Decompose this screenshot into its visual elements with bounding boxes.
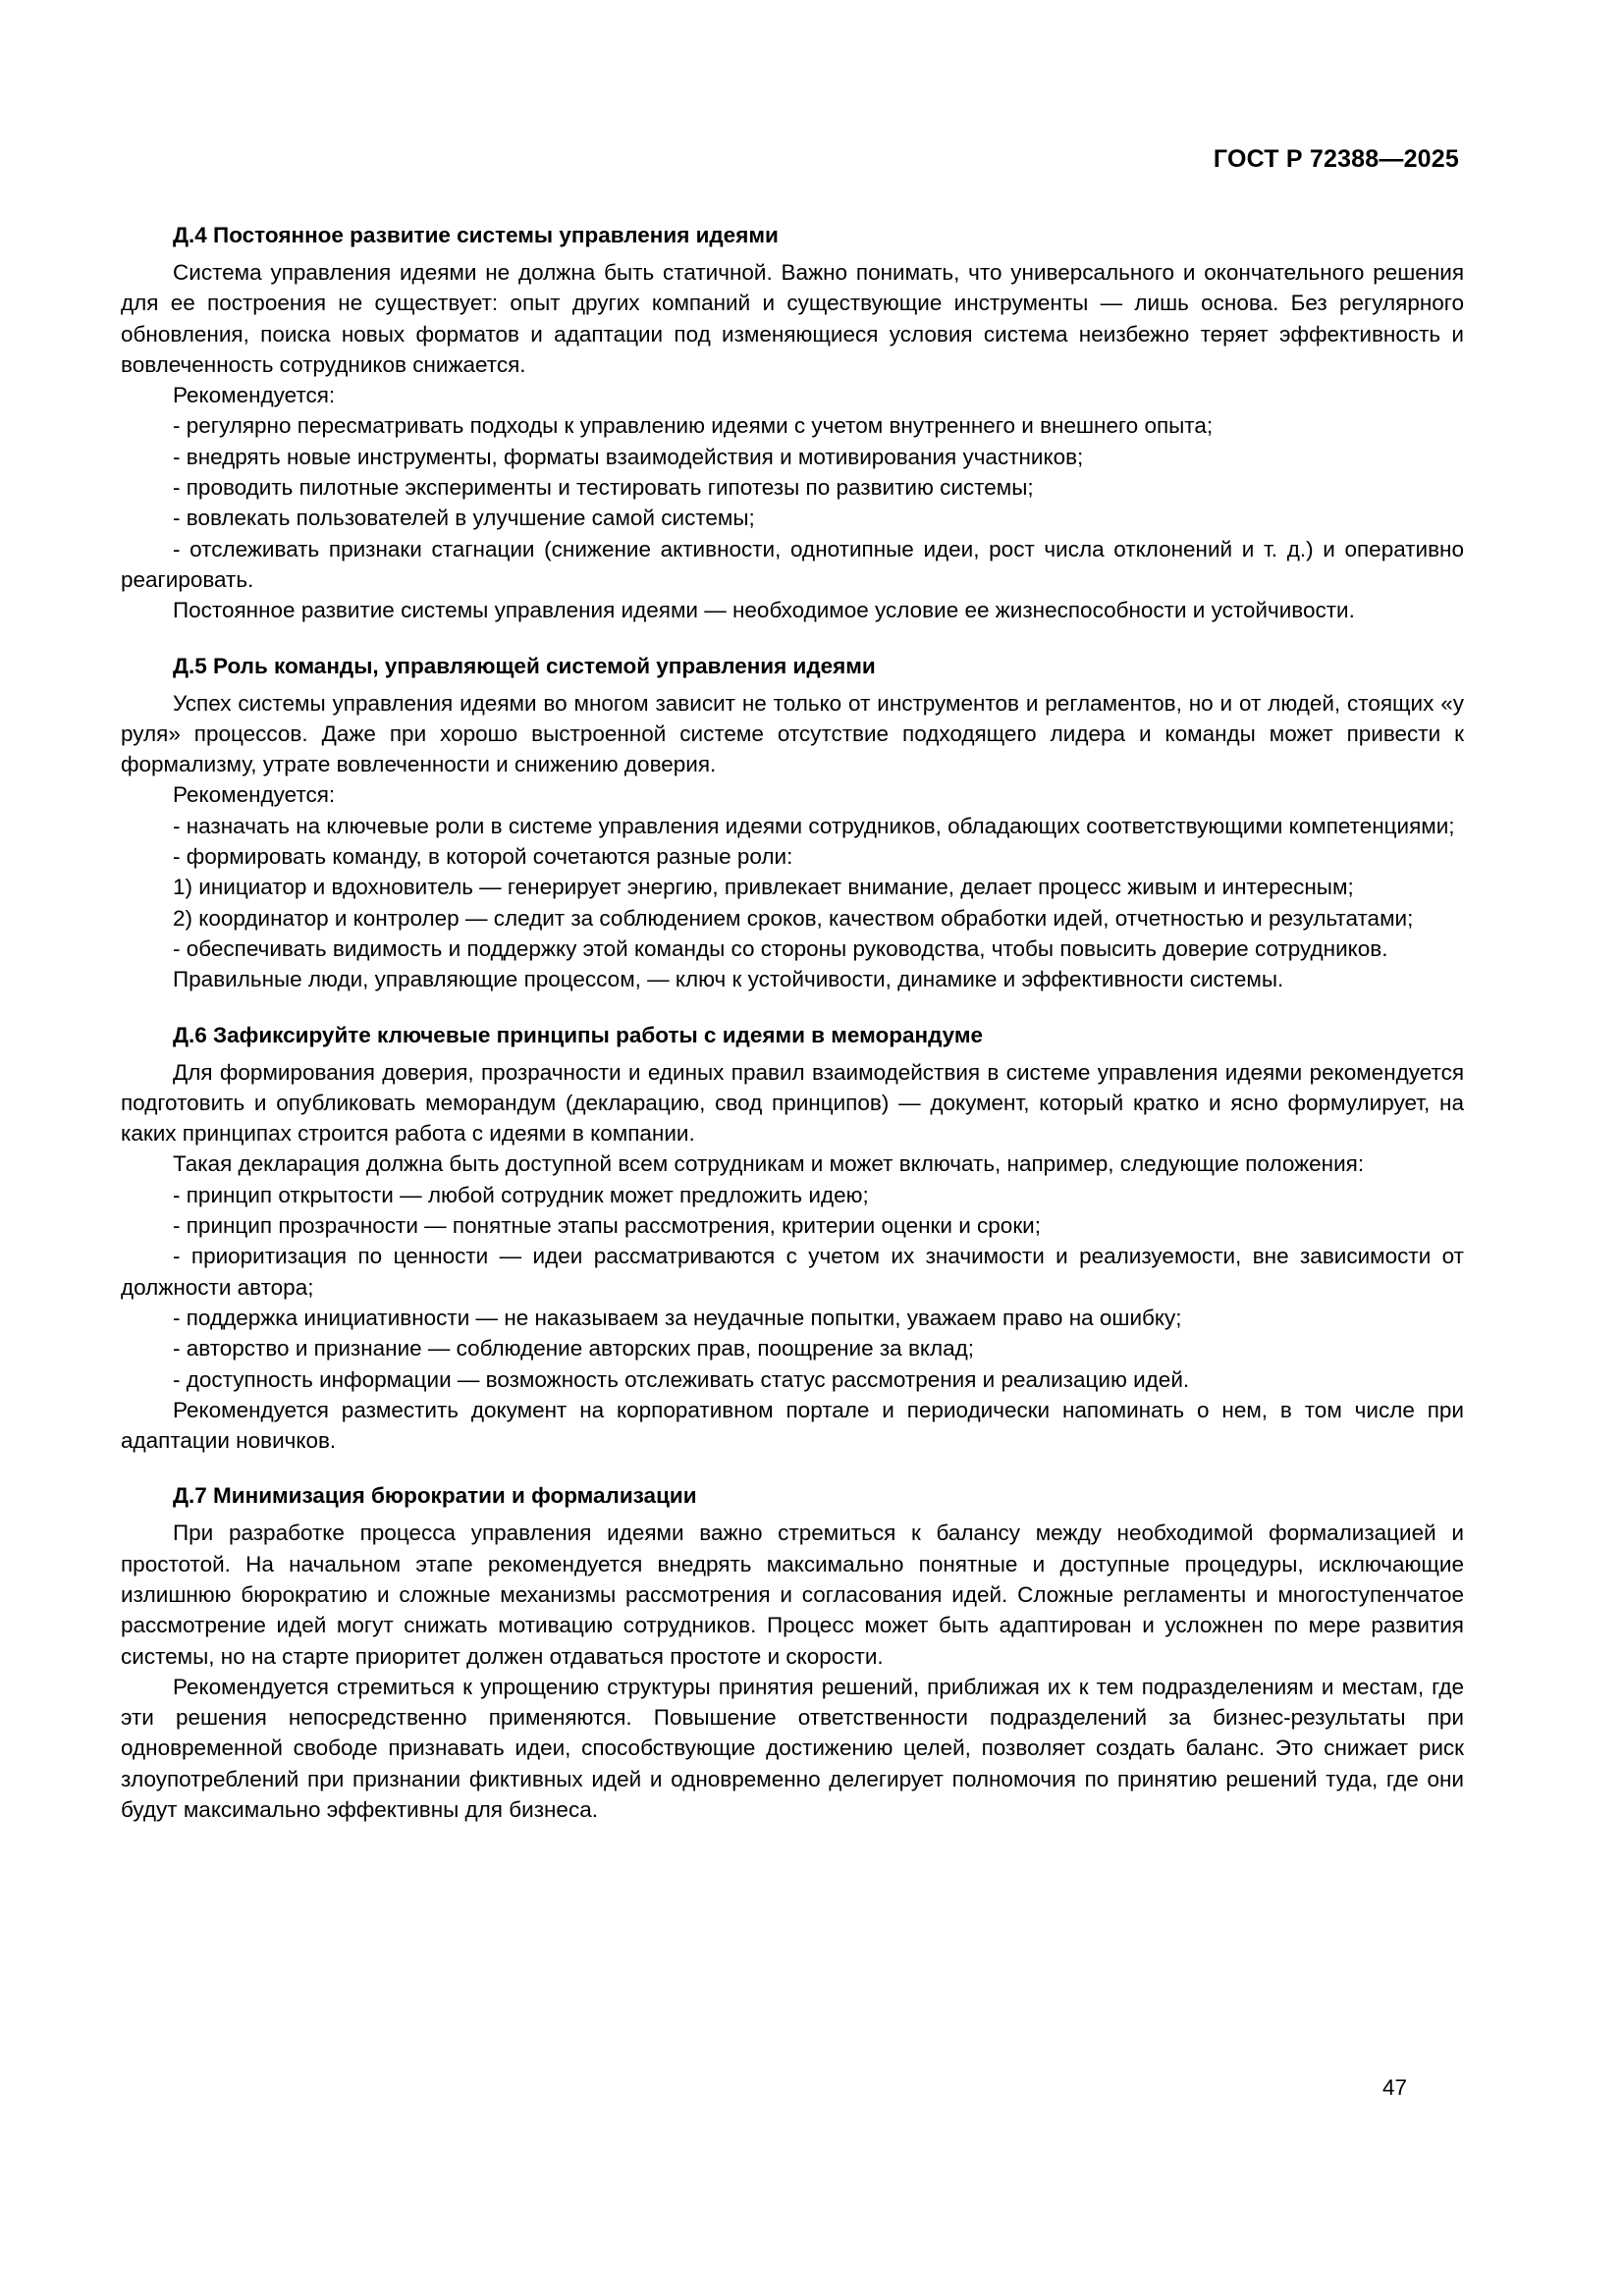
list-item: - поддержка инициативности — не наказываем за неудачные попытки, уважаем право на ошибку; xyxy=(173,1305,1182,1330)
paragraph: Рекомендуется: xyxy=(173,782,336,808)
paragraph: Рекомендуется стремиться к упрощению структуры принятия решений, приближая их к тем подразделениям и местам, где эти решения непосредственно применяются. Повышение ответственности подразделений за бизнес-результаты при одновременной свободе признавать идеи, способствующие достижению целей, позволяет создать баланс. Это снижает риск злоупотреблений при признании фиктивных идей и одновременно делегирует полномочия по принятию решений туда, где они будут максимально эффективны для бизнеса. xyxy=(121,1674,1464,1823)
section-heading-d6: Д.6 Зафиксируйте ключевые принципы работы с идеями в меморандуме xyxy=(173,1022,983,1047)
list-item: - обеспечивать видимость и поддержку этой команды со стороны руководства, чтобы повысить доверие сотрудников. xyxy=(173,935,1388,961)
section-heading-d7: Д.7 Минимизация бюрократии и формализации xyxy=(173,1483,697,1509)
document-body xyxy=(121,221,1464,1825)
paragraph: Успех системы управления идеями во многом зависит не только от инструментов и регламентов, но и от людей, стоящих «у руля» процессов. Даже при хорошо выстроенной системе отсутствие подходящего лидера и команды может привести к формализму, утрате вовлеченности и снижению доверия. xyxy=(121,690,1464,777)
list-item: - регулярно пересматривать подходы к управлению идеями с учетом внутреннего и внешнего опыта; xyxy=(173,413,1214,439)
paragraph: Система управления идеями не должна быть статичной. Важно понимать, что универсального и окончательного решения для ее построения не существует: опыт других компаний и существующие инструменты — лишь основа. Без регулярного обновления, поиска новых форматов и адаптации под изменяющиеся условия система неизбежно теряет эффективность и вовлеченность сотрудников снижается. xyxy=(121,260,1464,377)
paragraph: Правильные люди, управляющие процессом, — ключ к устойчивости, динамике и эффективности системы. xyxy=(173,967,1284,992)
paragraph: Рекомендуется разместить документ на корпоративном портале и периодически напоминать о нем, в том числе при адаптации новичков. xyxy=(121,1397,1464,1454)
numbered-sub-item: 1) инициатор и вдохновитель — генерирует энергию, привлекает внимание, делает процесс живым и интересным; xyxy=(173,875,1354,900)
section-d5 xyxy=(121,652,1464,995)
list-item: - формировать команду, в которой сочетаются разные роли: xyxy=(173,844,793,870)
section-d4 xyxy=(121,221,1464,626)
section-heading-d4: Д.4 Постоянное развитие системы управления идеями xyxy=(173,223,779,247)
section-d7 xyxy=(121,1481,1464,1825)
list-item: - доступность информации — возможность отслеживать статус рассмотрения и реализацию идей. xyxy=(173,1366,1190,1392)
section-heading-d5: Д.5 Роль команды, управляющей системой управления идеями xyxy=(173,653,876,678)
list-item: - приоритизация по ценности — идеи рассматриваются с учетом их значимости и реализуемости, вне зависимости от должности автора; xyxy=(121,1244,1464,1300)
list-item: - вовлекать пользователей в улучшение самой системы; xyxy=(173,506,755,531)
list-item: - принцип прозрачности — понятные этапы рассмотрения, критерии оценки и сроки; xyxy=(173,1213,1041,1239)
numbered-sub-item: 2) координатор и контролер — следит за соблюдением сроков, качеством обработки идей, отчетностью и результатами; xyxy=(173,905,1414,931)
paragraph: Постоянное развитие системы управления идеями — необходимое условие ее жизнеспособности и устойчивости. xyxy=(173,598,1355,623)
document-header-standard-number: ГОСТ Р 72388—2025 xyxy=(1213,145,1459,173)
list-item: - назначать на ключевые роли в системе управления идеями сотрудников, обладающих соответствующими компетенциями; xyxy=(173,813,1455,838)
list-item: - отслеживать признаки стагнации (снижение активности, однотипные идеи, рост числа отклонений и т. д.) и оперативно реагировать. xyxy=(121,536,1464,592)
page-number: 47 xyxy=(1382,2075,1408,2100)
list-item: - внедрять новые инструменты, форматы взаимодействия и мотивирования участников; xyxy=(173,444,1084,469)
paragraph: Для формирования доверия, прозрачности и единых правил взаимодействия в системе управления идеями рекомендуется подготовить и опубликовать меморандум (декларацию, свод принципов) — документ, который кратко и ясно формулирует, на каких принципах строится работа с идеями в компании. xyxy=(121,1059,1464,1147)
paragraph: Такая декларация должна быть доступной всем сотрудникам и может включать, например, следующие положения: xyxy=(173,1151,1365,1177)
paragraph: Рекомендуется: xyxy=(173,383,336,408)
list-item: - проводить пилотные эксперименты и тестировать гипотезы по развитию системы; xyxy=(173,475,1034,501)
paragraph: При разработке процесса управления идеями важно стремиться к балансу между необходимой формализацией и простотой. На начальном этапе рекомендуется внедрять максимально понятные и доступные процедуры, исключающие излишнюю бюрократию и сложные механизмы рассмотрения и согласования идей. Сложные регламенты и многоступенчатое рассмотрение идей могут снижать мотивацию сотрудников. Процесс может быть адаптирован и усложнен по мере развития системы, но на старте приоритет должен отдаваться простоте и скорости. xyxy=(121,1521,1464,1669)
section-d6 xyxy=(121,1021,1464,1457)
list-item: - принцип открытости — любой сотрудник может предложить идею; xyxy=(173,1182,869,1207)
list-item: - авторство и признание — соблюдение авторских прав, поощрение за вклад; xyxy=(173,1336,975,1362)
